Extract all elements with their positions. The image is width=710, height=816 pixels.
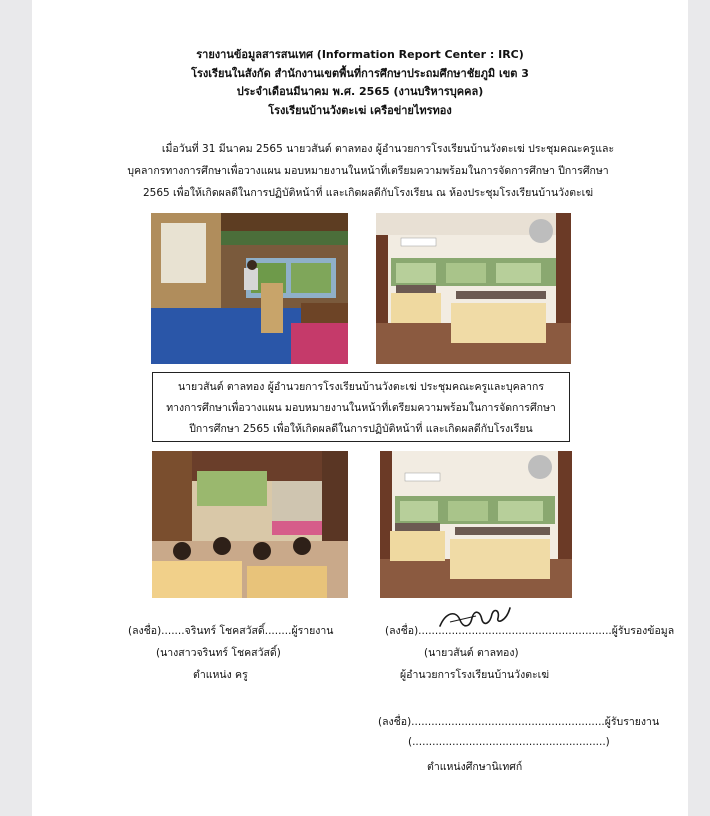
report-header bbox=[32, 46, 688, 120]
receiver-name: (..........................................................) bbox=[408, 736, 610, 748]
reporter-position: ตำแหน่ง ครู bbox=[193, 669, 248, 681]
receiver-sign-line: (ลงชื่อ)..........................................................ผู้รับรายงาน bbox=[378, 716, 660, 728]
certifier-position: ผู้อำนวยการโรงเรียนบ้านวังตะเฆ่ bbox=[400, 669, 550, 681]
reporter-sign-line: (ลงชื่อ).......จรินทร์ โชคสวัสดิ์........ผู้รายงาน bbox=[128, 625, 334, 637]
certifier-sign-line: (ลงชื่อ)..........................................................ผู้รับรองข้อมูล bbox=[385, 625, 675, 637]
receiver-position: ตำแหน่งศึกษานิเทศก์ bbox=[427, 761, 523, 773]
caption-line: ปีการศึกษา 2565 เพื่อให้เกิดผลดีในการปฏิบัติหน้าที่ และเกิดผลดีกับโรงเรียน bbox=[189, 423, 533, 435]
caption-line: ทางการศึกษาเพื่อวางแผน มอบหมายงานในหน้าที่เตรียมความพร้อมในการจัดการศึกษา bbox=[166, 402, 556, 414]
meeting-photo-2 bbox=[376, 213, 571, 364]
intro-paragraph bbox=[118, 138, 618, 204]
header-month: ประจำเดือนมีนาคม พ.ศ. 2565 (งานบริหารบุคคล) bbox=[236, 85, 484, 98]
intro-line: บุคลากรทางการศึกษาเพื่อวางแผน มอบหมายงานในหน้าที่เตรียมความพร้อมในการจัดการศึกษา ปีการศึกษา bbox=[127, 165, 609, 177]
reporter-name: (นางสาวจรินทร์ โชคสวัสดิ์) bbox=[156, 647, 281, 659]
meeting-photo-4 bbox=[380, 451, 572, 598]
certifier-name: (นายวสันต์ ตาลทอง) bbox=[424, 647, 519, 659]
intro-line: เมื่อวันที่ 31 มีนาคม 2565 นายวสันต์ ตาลทอง ผู้อำนวยการโรงเรียนบ้านวังตะเฆ่ ประชุมคณะครูและ bbox=[161, 143, 615, 155]
handwritten-signature bbox=[436, 602, 514, 632]
meeting-photo-3 bbox=[152, 451, 348, 598]
header-school: โรงเรียนบ้านวังตะเฆ่ เครือข่ายไทรทอง bbox=[268, 103, 452, 117]
header-office: โรงเรียนในสังกัด สำนักงานเขตพื้นที่การศึกษาประถมศึกษาชัยภูมิ เขต 3 bbox=[191, 66, 529, 80]
intro-line: 2565 เพื่อให้เกิดผลดีในการปฏิบัติหน้าที่ และเกิดผลดีกับโรงเรียน ณ ห้องประชุมโรงเรียนบ้านวังตะเฆ่ bbox=[142, 187, 594, 199]
meeting-photo-1 bbox=[151, 213, 348, 364]
document-page bbox=[32, 0, 688, 816]
caption-line: นายวสันต์ ตาลทอง ผู้อำนวยการโรงเรียนบ้านวังตะเฆ่ ประชุมคณะครูและบุคลากร bbox=[177, 381, 544, 393]
header-title: รายงานข้อมูลสารสนเทศ (Information Report Center : IRC) bbox=[196, 48, 524, 61]
photo-caption-box bbox=[152, 372, 570, 442]
